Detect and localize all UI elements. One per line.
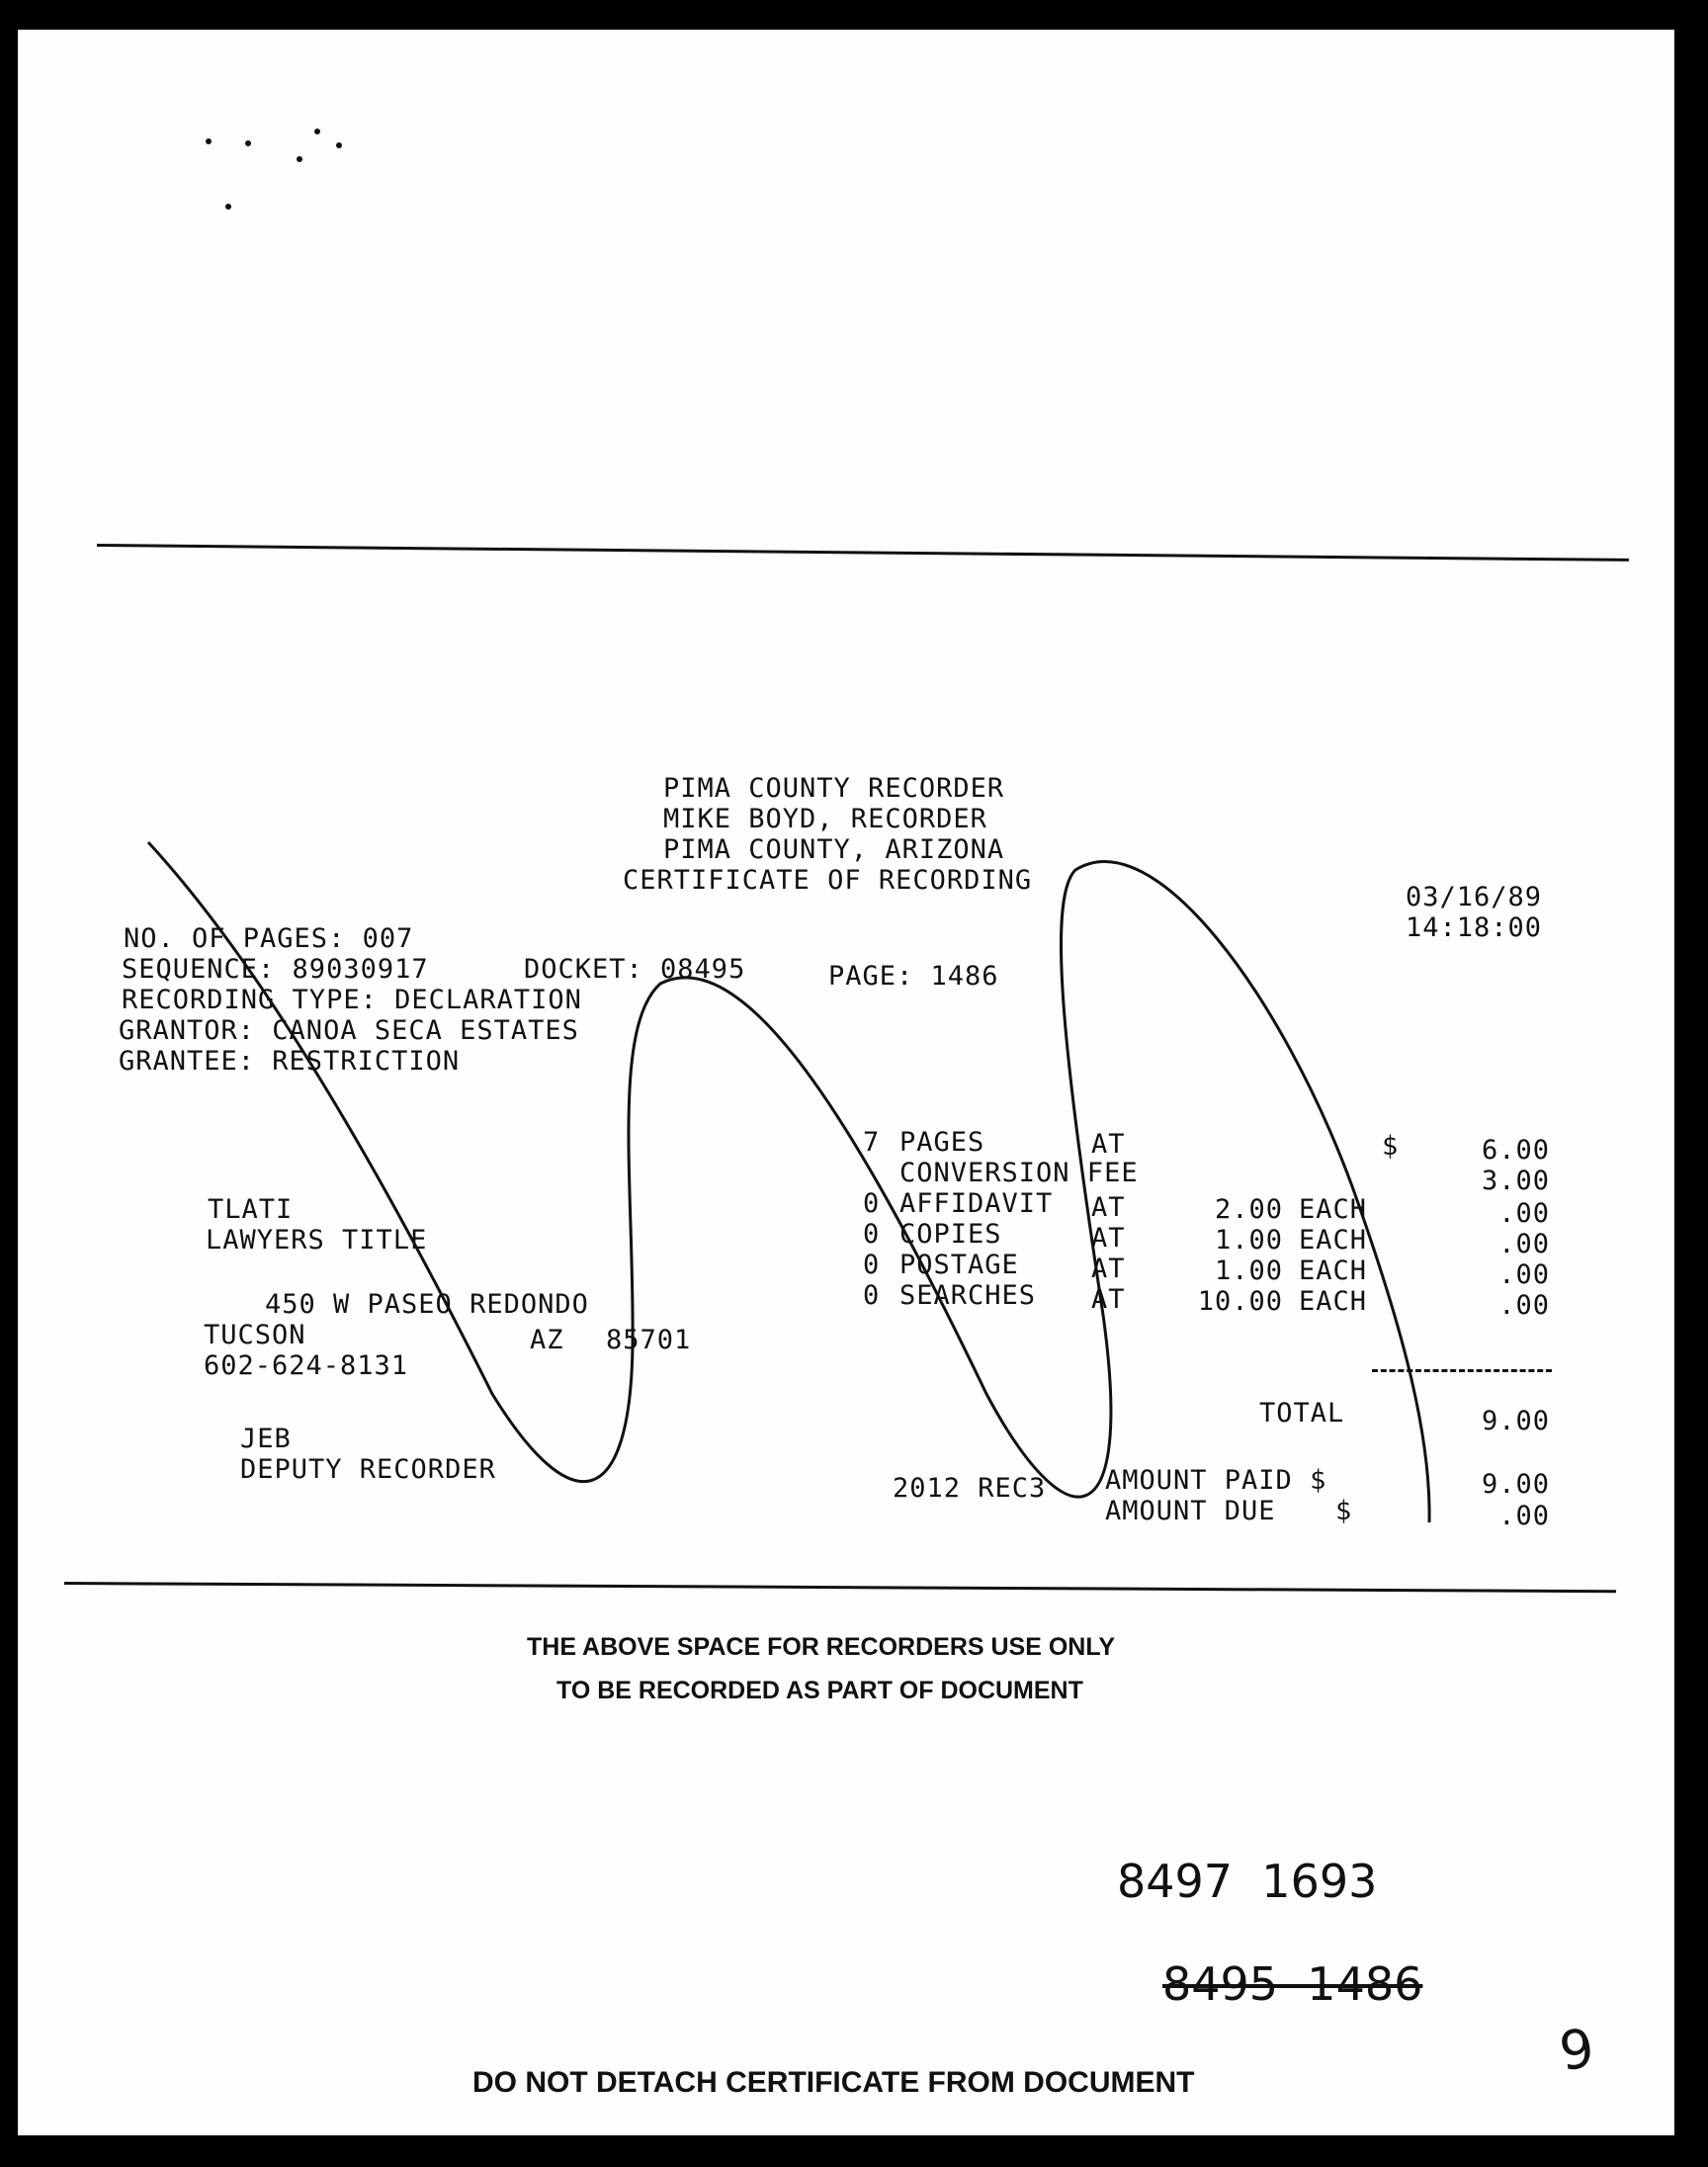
fee-at: AT <box>1091 1129 1126 1160</box>
header-line-4: CERTIFICATE OF RECORDING <box>623 865 1033 896</box>
fee-each: EACH <box>1299 1256 1368 1286</box>
struck-docket-page: 8495 1486 <box>1162 1957 1423 2011</box>
fee-qty: 0 <box>863 1188 881 1219</box>
certificate-page <box>18 30 1674 2135</box>
record-date: 03/16/89 <box>1406 882 1543 912</box>
fee-amount: 3.00 <box>1481 1166 1550 1196</box>
docket: DOCKET: 08495 <box>524 954 746 985</box>
zigzag-strike-mark <box>18 30 1674 2135</box>
address-state: AZ <box>530 1325 564 1355</box>
address-name: LAWYERS TITLE <box>206 1225 428 1256</box>
sequence: SEQUENCE: 89030917 <box>122 954 429 985</box>
fee-amount: .00 <box>1498 1229 1550 1259</box>
fee-item: CONVERSION FEE <box>899 1158 1139 1188</box>
register-code: 2012 REC3 <box>893 1473 1047 1504</box>
handwritten-mark: 9 <box>1555 2016 1598 2084</box>
amount-due: .00 <box>1498 1501 1550 1531</box>
address-phone: 602-624-8131 <box>204 1350 409 1381</box>
fee-rate: 10.00 <box>1197 1286 1283 1317</box>
fee-each: EACH <box>1299 1225 1368 1256</box>
clerk-title: DEPUTY RECORDER <box>240 1454 496 1485</box>
address-code: TLATI <box>208 1194 294 1225</box>
total-label: TOTAL <box>1259 1398 1345 1429</box>
address-city: TUCSON <box>204 1320 306 1350</box>
amount-paid: 9.00 <box>1481 1469 1550 1500</box>
address-street: 450 W PASEO REDONDO <box>265 1289 589 1320</box>
header-line-3: PIMA COUNTY, ARIZONA <box>663 834 1005 865</box>
fee-amount: .00 <box>1498 1198 1550 1229</box>
fee-at: AT <box>1091 1254 1126 1284</box>
recorded-part-note: TO BE RECORDED AS PART OF DOCUMENT <box>556 1677 1083 1704</box>
fee-item: PAGES <box>899 1127 985 1158</box>
fee-item: SEARCHES <box>899 1280 1037 1311</box>
header-line-1: PIMA COUNTY RECORDER <box>663 773 1005 804</box>
fee-rate: 1.00 <box>1214 1256 1283 1286</box>
amount-paid-label: AMOUNT PAID $ <box>1105 1465 1327 1496</box>
do-not-detach-notice: DO NOT DETACH CERTIFICATE FROM DOCUMENT <box>472 2066 1195 2099</box>
fee-item: POSTAGE <box>899 1250 1019 1280</box>
fee-amount: .00 <box>1498 1290 1550 1321</box>
total-amount: 9.00 <box>1481 1406 1550 1436</box>
fee-qty: 0 <box>863 1280 881 1311</box>
fee-qty: 0 <box>863 1219 881 1250</box>
dollar-sign: $ <box>1382 1131 1400 1162</box>
clerk-initials: JEB <box>240 1424 292 1454</box>
fee-qty: 0 <box>863 1250 881 1280</box>
grantee: GRANTEE: RESTRICTION <box>119 1046 461 1077</box>
fee-item: AFFIDAVIT <box>899 1188 1054 1219</box>
fee-at: AT <box>1091 1223 1126 1254</box>
number-of-pages: NO. OF PAGES: 007 <box>124 923 414 954</box>
fee-each: EACH <box>1299 1286 1368 1317</box>
page-number: PAGE: 1486 <box>828 961 999 992</box>
fee-at: AT <box>1091 1284 1126 1315</box>
record-time: 14:18:00 <box>1406 912 1543 943</box>
fee-qty: 7 <box>863 1127 881 1158</box>
recorders-use-note: THE ABOVE SPACE FOR RECORDERS USE ONLY <box>527 1633 1115 1661</box>
fee-at: AT <box>1091 1192 1126 1223</box>
fee-amount: 6.00 <box>1481 1135 1550 1166</box>
recording-type: RECORDING TYPE: DECLARATION <box>122 985 582 1015</box>
fee-amount: .00 <box>1498 1259 1550 1290</box>
fee-rate: 2.00 <box>1214 1194 1283 1225</box>
fee-item: COPIES <box>899 1219 1002 1250</box>
amount-due-label: AMOUNT DUE <box>1105 1496 1276 1526</box>
address-zip: 85701 <box>606 1325 692 1355</box>
amount-due-sign: $ <box>1335 1496 1353 1526</box>
handwritten-docket-page: 8497 1693 <box>1117 1855 1378 1908</box>
header-line-2: MIKE BOYD, RECORDER <box>663 804 987 834</box>
grantor: GRANTOR: CANOA SECA ESTATES <box>119 1015 579 1046</box>
fee-rate: 1.00 <box>1214 1225 1283 1256</box>
fee-each: EACH <box>1299 1194 1368 1225</box>
